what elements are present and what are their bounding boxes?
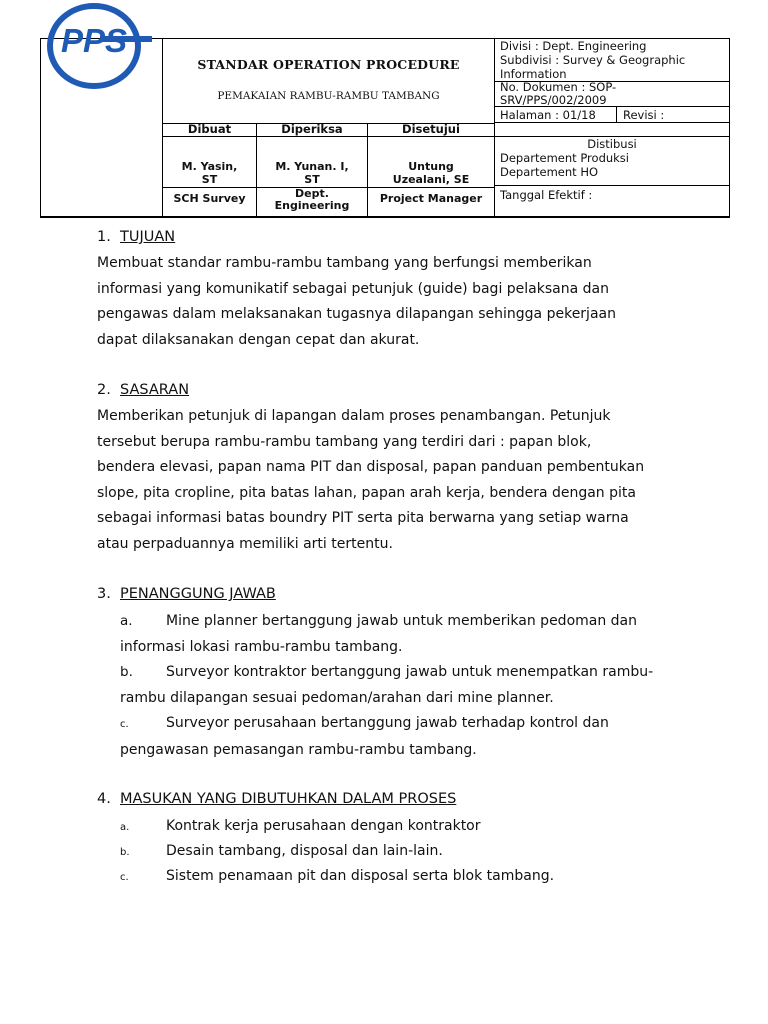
- sop-subtitle: PEMAKAIAN RAMBU-RAMBU TAMBANG: [217, 90, 440, 102]
- section-heading-penanggung-jawab: [97, 586, 276, 602]
- list-item: [120, 839, 700, 866]
- subdivisi-text-cont: Information: [500, 67, 567, 81]
- list-item-text-cont: rambu dilapangan sesuai pedoman/arahan dari mine planner.: [120, 689, 554, 706]
- list-item-text-cont: informasi lokasi rambu-rambu tambang.: [120, 638, 403, 655]
- paragraph-line: Memberikan petunjuk di lapangan dalam proses penambangan. Petunjuk: [97, 408, 611, 424]
- revisi-text: Revisi :: [623, 108, 665, 122]
- section-number: 4.: [97, 791, 111, 807]
- list-marker: c.: [120, 719, 129, 730]
- sign-role-disetujui: Project Manager: [379, 192, 483, 205]
- no-dokumen-value: SRV/PPS/002/2009: [500, 93, 607, 107]
- list-marker: c.: [120, 872, 129, 883]
- table-divider: [494, 39, 495, 216]
- paragraph-line: informasi yang komunikatif sebagai petunjuk (guide) bagi pelaksana dan: [97, 280, 609, 297]
- paragraph-line: sebagai informasi batas boundry PIT serta pita berwarna yang setiap warna: [97, 510, 629, 527]
- section-number: 2.: [97, 382, 111, 398]
- section-number: 1.: [97, 229, 111, 245]
- sop-title: STANDAR OPERATION PROCEDURE: [197, 57, 460, 72]
- sign-name-line: Untung: [408, 160, 454, 173]
- list-item-text: Sistem penamaan pit dan disposal serta blok tambang.: [166, 868, 555, 884]
- distribusi-title: Distibusi: [587, 137, 637, 151]
- paragraph-line: Membuat standar rambu-rambu tambang yang berfungsi memberikan: [97, 255, 592, 271]
- table-border-left: [40, 39, 41, 216]
- paragraph-line: slope, pita cropline, pita batas lahan, papan arah kerja, bendera dengan pita: [97, 484, 636, 501]
- list-item: [120, 814, 700, 841]
- list-item-text-cont: pengawasan pemasangan rambu-rambu tambang.: [120, 741, 477, 758]
- sign-name-line: ST: [304, 173, 320, 186]
- section-body-sasaran: [97, 404, 695, 558]
- divisi-text: Divisi : Dept. Engineering: [500, 39, 647, 53]
- list-item-text: Mine planner bertanggung jawab untuk memberikan pedoman dan: [166, 613, 638, 629]
- list-marker: b.: [120, 847, 130, 858]
- sign-name-line: M. Yasin,: [181, 160, 238, 173]
- paragraph-line: atau perpaduannya memiliki arti tertentu.: [97, 535, 393, 552]
- paragraph-line: bendera elevasi, papan nama PIT dan disposal, papan panduan pembentukan: [97, 459, 645, 476]
- sign-heading-disetujui: Disetujui: [402, 122, 460, 136]
- distribusi-item: Departement Produksi: [500, 151, 629, 165]
- subdivisi-text: Subdivisi : Survey & Geographic: [500, 53, 686, 67]
- section-heading-sasaran: [97, 382, 189, 398]
- list-item-text: Surveyor kontraktor bertanggung jawab untuk menempatkan rambu-: [166, 664, 654, 680]
- list-marker: a.: [120, 822, 130, 833]
- section-title: PENANGGUNG JAWAB: [120, 586, 276, 602]
- section-body-tujuan: [97, 251, 695, 353]
- table-border-right: [729, 39, 730, 216]
- paragraph-line: pengawas dalam melaksanakan tugasnya dilapangan sehingga pekerjaan: [97, 306, 616, 323]
- sign-name-disetujui: [368, 160, 494, 186]
- sign-role-diperiksa: [257, 188, 367, 212]
- no-dokumen-text: No. Dokumen : SOP-: [500, 80, 617, 94]
- sign-name-line: ST: [201, 173, 218, 186]
- section-heading-masukan: [97, 791, 456, 807]
- sign-role-line: Engineering: [274, 199, 350, 212]
- list-marker: a.: [120, 613, 133, 629]
- sign-name-diperiksa: [257, 160, 367, 186]
- list-item: [120, 660, 700, 711]
- sign-heading-diperiksa: Diperiksa: [281, 122, 343, 136]
- logo-text: PPS: [60, 22, 128, 59]
- table-rule: [494, 122, 729, 123]
- paragraph-line: tersebut berupa rambu-rambu tambang yang terdiri dari : papan blok,: [97, 433, 592, 450]
- pps-logo: [46, 0, 152, 90]
- list-item: [120, 609, 700, 660]
- section-title: TUJUAN: [120, 229, 176, 245]
- section-number: 3.: [97, 586, 111, 602]
- list-item: [120, 864, 700, 891]
- section-heading-tujuan: [97, 229, 175, 245]
- section-title: SASARAN: [120, 382, 190, 398]
- section-title: MASUKAN YANG DIBUTUHKAN DALAM PROSES: [120, 791, 457, 807]
- sign-name-dibuat: [163, 160, 256, 186]
- table-divider: [616, 106, 617, 122]
- table-rule: [494, 185, 729, 186]
- sign-heading-dibuat: Dibuat: [187, 122, 232, 136]
- list-item-text: Desain tambang, disposal dan lain-lain.: [166, 843, 443, 859]
- halaman-text: Halaman : 01/18: [500, 108, 596, 122]
- list-marker: b.: [120, 664, 133, 680]
- sign-role-line: Dept.: [295, 187, 329, 200]
- distribusi-item: Departement HO: [500, 165, 599, 179]
- table-rule: [162, 136, 494, 137]
- sign-name-line: Uzealani, SE: [392, 173, 470, 186]
- list-item-text: Kontrak kerja perusahaan dengan kontraktor: [166, 818, 481, 834]
- sign-role-dibuat: SCH Survey: [173, 192, 246, 205]
- sign-name-line: M. Yunan. I,: [275, 160, 349, 173]
- tanggal-efektif-text: Tanggal Efektif :: [500, 188, 593, 202]
- list-item-text: Surveyor perusahaan bertanggung jawab terhadap kontrol dan: [166, 715, 609, 731]
- paragraph-line: dapat dilaksanakan dengan cepat dan akurat.: [97, 331, 420, 348]
- list-item: [120, 711, 700, 763]
